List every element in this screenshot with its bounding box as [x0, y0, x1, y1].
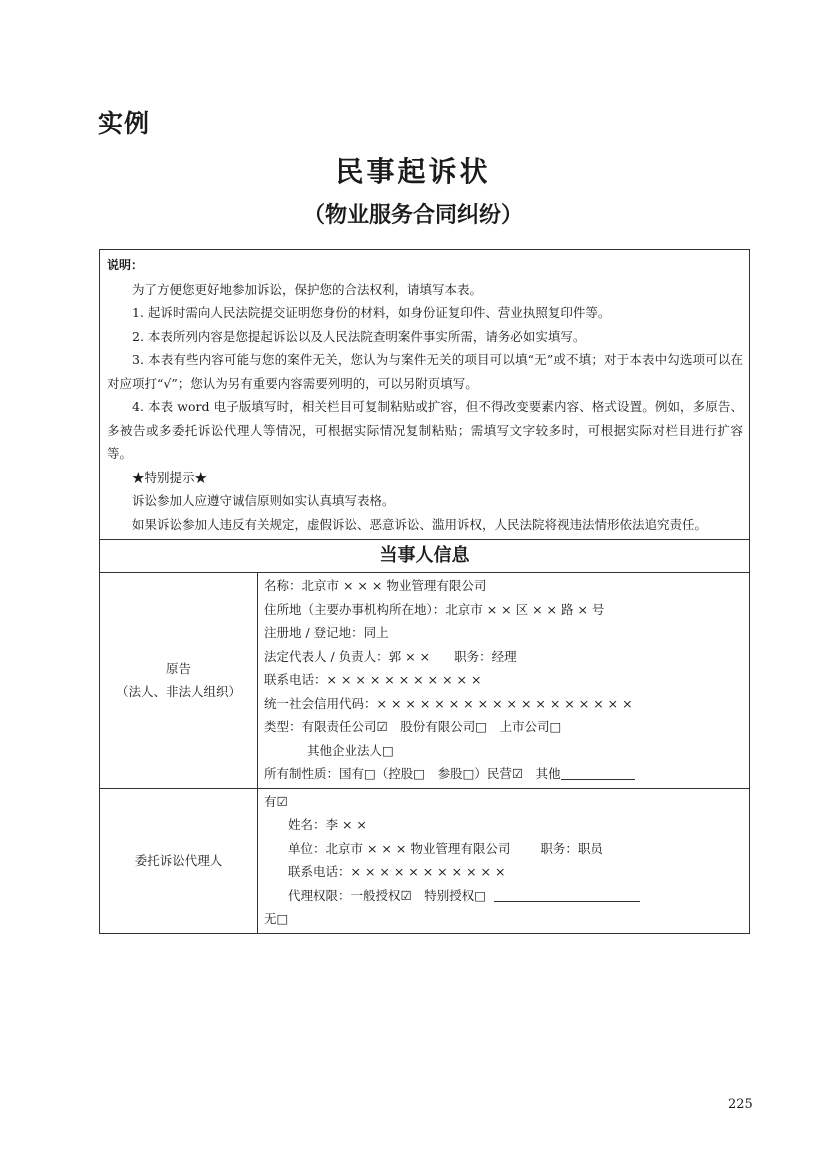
party-section-row — [100, 540, 750, 573]
plaintiff-registered-place: 注册地 / 登记地：同上 — [264, 625, 389, 640]
plaintiff-legal-rep-line — [264, 645, 743, 669]
plaintiff-phone: 联系电话：× × × × × × × × × × × — [264, 672, 482, 687]
agent-unit: 单位：北京市 × × × 物业管理有限公司 — [288, 840, 511, 856]
instruction-paragraph: 4. 本表 word 电子版填写时，相关栏目可复制粘贴或扩容，但不得改变要素内容、格式设置。例如，多原告、多被告或多委托诉讼代理人等情况，可根据实际情况复制粘贴；需填写文字较多时，可根据实际对栏目进行扩容等。 — [107, 399, 743, 461]
section-label: 实例 — [98, 109, 151, 138]
document-subtitle: （物业服务合同纠纷） — [302, 203, 523, 228]
agent-has: 有☑ — [264, 793, 288, 809]
instruction-paragraph: 1. 起诉时需向人民法院提交证明您身份的材料，如身份证复印件、营业执照复印件等。 — [132, 305, 611, 320]
special-authority-blank — [494, 885, 640, 902]
agent-label: 委托诉讼代理人 — [134, 853, 223, 868]
instruction-paragraph: 3. 本表有些内容可能与您的案件无关，您认为与案件无关的项目可以填“无”或不填；对于本表中勾选项可以在对应项打“√”；您认为另有重要内容需要列明的，可以另附页填写。 — [107, 352, 743, 391]
plaintiff-label-cell — [100, 573, 258, 789]
instructions-cell — [100, 250, 750, 540]
agent-info-cell — [258, 788, 750, 933]
agent-none: 无□ — [264, 911, 289, 926]
plaintiff-info-cell — [258, 573, 750, 789]
document-title: 民事起诉状 — [335, 155, 491, 188]
plaintiff-label-type: （法人、非法人组织） — [115, 684, 241, 700]
agent-authority: 代理权限：一般授权☑ 特别授权□ — [288, 887, 487, 903]
agent-unit-line — [264, 837, 743, 861]
page-number: 225 — [728, 1097, 753, 1112]
special-notice-heading: ★特别提示★ — [132, 469, 208, 485]
plaintiff-ownership: 所有制性质：国有□（控股□ 参股□）民营☑ 其他 — [264, 766, 561, 781]
agent-name: 姓名：李 × × — [288, 817, 367, 832]
agent-phone: 联系电话：× × × × × × × × × × × — [288, 864, 506, 879]
agent-authority-line — [264, 884, 743, 908]
plaintiff-type-other: 其他企业法人□ — [307, 742, 394, 758]
instruction-paragraph: 诉讼参加人应遵守诚信原则如实认真填写表格。 — [132, 493, 395, 508]
plaintiff-address: 住所地（主要办事机构所在地）：北京市 × × 区 × × 路 × 号 — [264, 601, 605, 617]
plaintiff-legal-rep: 法定代表人 / 负责人：郭 × × — [264, 648, 431, 664]
plaintiff-ownership-line — [264, 762, 743, 786]
instruction-paragraph: 为了方便您更好地参加诉讼，保护您的合法权利，请填写本表。 — [132, 281, 483, 297]
agent-position: 职务：职员 — [540, 840, 603, 856]
agent-row — [100, 788, 750, 933]
plaintiff-legal-rep-position: 职务：经理 — [454, 648, 517, 664]
instructions-row — [100, 250, 750, 540]
party-section-title: 当事人信息 — [100, 540, 750, 573]
complaint-form-table — [99, 249, 750, 934]
plaintiff-credit-code: 统一社会信用代码：× × × × × × × × × × × × × × × × × × — [264, 695, 633, 711]
plaintiff-label: 原告 — [165, 661, 191, 677]
plaintiff-type: 类型：有限责任公司☑ 股份有限公司□ 上市公司□ — [264, 719, 562, 734]
agent-label-cell — [100, 788, 258, 933]
instruction-paragraph: 如果诉讼参加人违反有关规定，虚假诉讼、恶意诉讼、滥用诉权，人民法院将视违法情形依法追究责任。 — [132, 516, 708, 532]
instruction-paragraph: 2. 本表所列内容是您提起诉讼以及人民法院查明案件事实所需，请务必如实填写。 — [132, 328, 586, 344]
plaintiff-row — [100, 573, 750, 789]
ownership-other-blank — [561, 763, 635, 780]
plaintiff-name: 名称：北京市 × × × 物业管理有限公司 — [264, 578, 487, 593]
instructions-heading: 说明： — [107, 258, 144, 272]
